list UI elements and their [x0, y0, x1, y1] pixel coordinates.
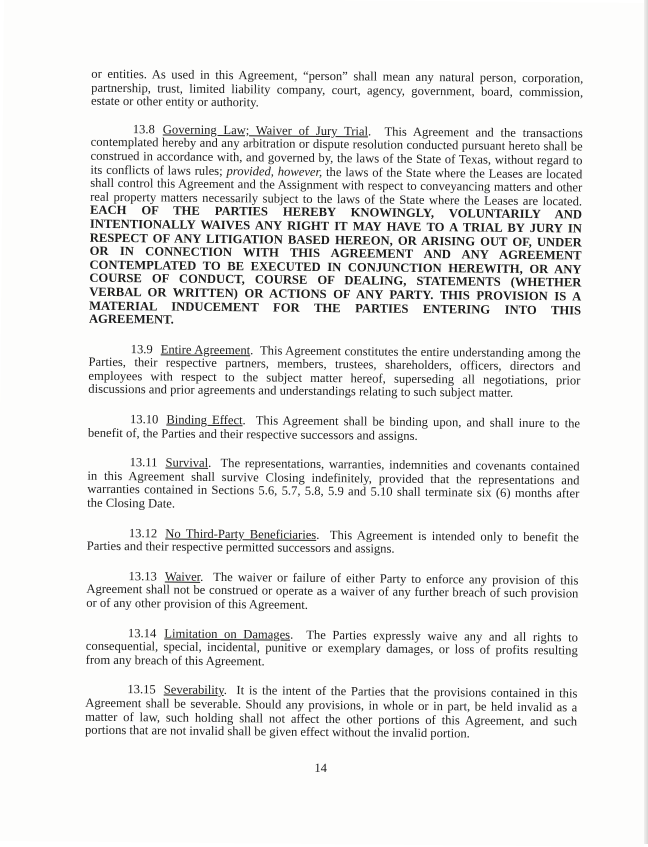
section-heading: No Third-Party Beneficiaries [165, 526, 317, 542]
section-italic: provided, however, [226, 163, 323, 179]
section-number: 13.12 [128, 525, 158, 541]
section-heading: Entire Agreement [160, 342, 251, 357]
section-heading: Severability [163, 682, 224, 698]
section-body: This Agreement constitutes the entire understanding among the Parties, their respective partners, members, trustees, shareholders, officers, directors and employees with respect to the subject matter hereof, superseding all negotiations, prior discussions and prior agreements and understandings relating to such subject matter. [88, 343, 581, 401]
section-body: This Agreement shall be binding upon, and shall inure to the benefit of, the Parties and their respective successors and assigns. [87, 413, 581, 443]
section-number: 13.15 [127, 682, 156, 697]
section-number: 13.13 [128, 568, 157, 584]
section-heading: Waiver [164, 569, 201, 584]
section-13-13: 13.13 Waiver. The waiver or failure of either Party to enforce any provision of this Agreement shall not be construed or operate as a waiver of any further breach of such provision or of any other provision of this Agreement. [86, 568, 579, 612]
section-heading: Governing Law; Waiver of Jury Trial [162, 122, 369, 139]
section-number: 13.11 [129, 455, 158, 470]
section-number: 13.9 [130, 341, 153, 357]
section-body: The Parties expressly waive any and all rights to consequential, special, incidental, punitive or exemplary damages, or loss of profits resulting from any breach of this Agreement. [85, 627, 579, 669]
page-number: 14 [314, 760, 328, 776]
section-13-15: 13.15 Severability. It is the intent of the Parties that the provisions contained in this Agreement shall be severable. Should any provisions, in whole or in part, be held invalid as a matter of law, such holding shall not affect the other portions of this Agreement, and such portions that are not invalid shall be given effect without the invalid portion. [84, 682, 578, 741]
section-heading: Binding Effect [166, 412, 243, 428]
section-heading: Survival [165, 455, 209, 471]
section-body: This Agreement is intended only to benefit the Parties and their respective permitted successors and assigns. [86, 527, 579, 556]
scan-edge [644, 0, 648, 844]
section-13-10: 13.10 Binding Effect. This Agreement shall be binding upon, and shall inure to the benefit of, the Parties and their respective successors and assigns. [87, 412, 581, 443]
section-body: The waiver or failure of either Party to enforce any provision of this Agreement shall not be construed or operate as a waiver of any further breach of such provision or of any other provision of this Agreement. [86, 569, 579, 612]
section-13-11: 13.11 Survival. The representations, warranties, indemnities and covenants contained in this Agreement shall survive Closing indefinitely, provided that the representations and warranties contained in Sections 5.6, 5.7, 5.8, 5.9 and 5.10 shall terminate six (6) months after the Closing Date. [87, 455, 580, 511]
intro-paragraph [91, 68, 583, 114]
section-body: This Agreement and the transactions contemplated hereby and any arbitration or dispute resolution conducted pursuant hereto shall be construed in accordance with, and governed by, the laws of the State of Texas, without regard to its conflicts of laws rules; [90, 124, 583, 178]
section-13-14: 13.14 Limitation on Damages. The Parties expressly waive any and all rights to consequential, special, incidental, punitive or exemplary damages, or loss of profits resulting from any breach of this Agreement. [85, 625, 579, 669]
intro-text: or entities. As used in this Agreement, “person” shall mean any natural person, corporation, partnership, trust, limited liability company, court, agency, government, board, commission, estate or other entity or authority. [91, 66, 584, 110]
section-number: 13.10 [129, 412, 159, 427]
section-13-9: 13.9 Entire Agreement. This Agreement constitutes the entire understanding among the Parties, their respective partners, members, trustees, shareholders, officers, directors and employees with respect to the subject matter hereof, superseding all negotiations, prior discussions and prior agreements and understandings relating to such subject matter. [88, 341, 581, 401]
section-number: 13.8 [132, 121, 155, 137]
section-heading: Limitation on Damages [164, 626, 291, 642]
section-body: The representations, warranties, indemnities and covenants contained in this Agreement shall survive Closing indefinitely, provided that the representations and warranties contained in Sections 5.6, 5.7, 5.8, 5.9 and 5.10 shall terminate six (6) months after the Closing Date. [87, 456, 580, 511]
section-number: 13.14 [127, 625, 157, 640]
section-13-8: 13.8 Governing Law; Waiver of Jury Trial. This Agreement and the transactions contemplated hereby and any arbitration or dispute resolution conducted pursuant hereto shall be construed in accordance with, and governed by, the laws of the State of Texas, without regard to its conflicts of laws rules; provided, however, the laws of the State where the Leases are located shall control this Agreement and the Assignment with respect to conveyancing matters and other real property matters necessarily subject to the laws of the State where the Leases are located. EACH OF THE PARTIES HEREBY KNOWINGLY, VOLUNTARILY AND INTENTIONALLY WAIVES ANY RIGHT IT MAY HAVE TO A TRIAL BY JURY IN RESPECT OF ANY LITIGATION BASED HEREON, OR ARISING OUT OF, UNDER OR IN CONNECTION WITH THIS AGREEMENT AND ANY AGREEMENT CONTEMPLATED TO BE EXECUTED IN CONJUNCTION HEREWITH, OR ANY COURSE OF CONDUCT, COURSE OF DEALING, STATEMENTS (WHETHER VERBAL OR WRITTEN) OR ACTIONS OF ANY PARTY. THIS PROVISION IS A MATERIAL INDUCEMENT FOR THE PARTIES ENTERING INTO THIS AGREEMENT. [88, 121, 583, 327]
section-body-continued: the laws of the State where the Leases are located shall control this Agreement and the Assignment with respect to conveyancing matters and other real property matters necessarily subject to the laws of the State where the Leases are located. [90, 164, 583, 209]
section-13-12: 13.12 No Third-Party Beneficiaries. This Agreement is intended only to benefit the Parties and their respective permitted successors and assigns. [86, 525, 579, 556]
jury-waiver-caps: EACH OF THE PARTIES HEREBY KNOWINGLY, VOLUNTARILY AND INTENTIONALLY WAIVES ANY RIGHT IT MAY HAVE TO A TRIAL BY JURY IN RESPECT OF ANY LITIGATION BASED HEREON, OR ARISING OUT OF, UNDER OR IN CONNECTION WITH THIS AGREEMENT AND ANY AGREEMENT CONTEMPLATED TO BE EXECUTED IN CONJUNCTION HEREWITH, OR ANY COURSE OF CONDUCT, COURSE OF DEALING, STATEMENTS (WHETHER VERBAL OR WRITTEN) OR ACTIONS OF ANY PARTY. THIS PROVISION IS A MATERIAL INDUCEMENT FOR THE PARTIES ENTERING INTO THIS AGREEMENT. [88, 203, 583, 327]
section-body: It is the intent of the Parties that the provisions contained in this Agreement shall be severable. Should any provisions, in whole or in part, be held invalid as a matter of law, such holding shall not affect the other portions of this Agreement, and such portions that are not invalid shall be given effect without the invalid portion. [84, 683, 578, 741]
